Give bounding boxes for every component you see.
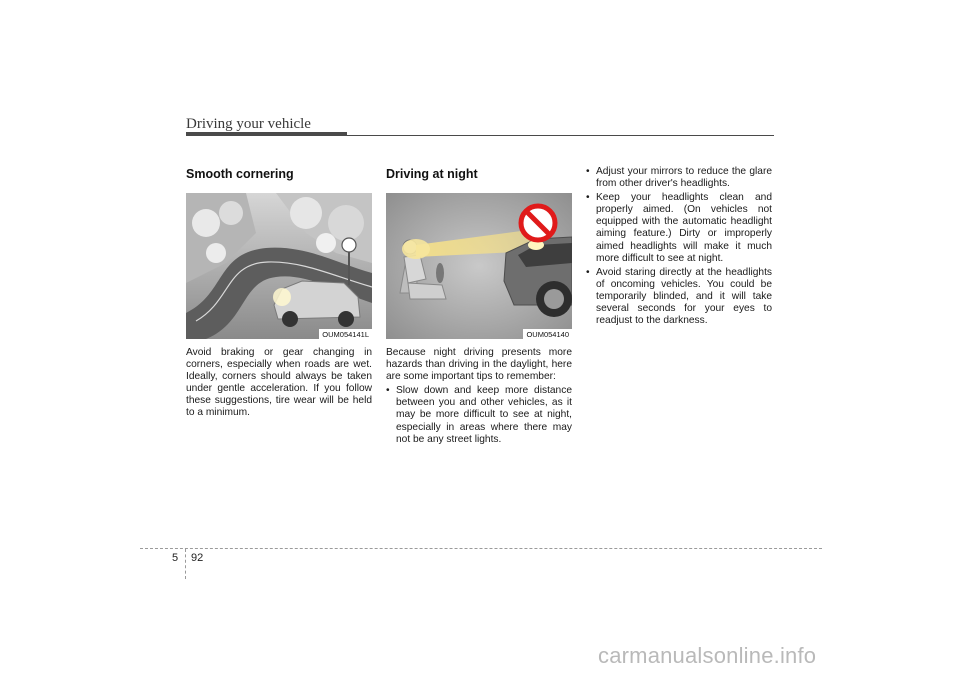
footer-divider (185, 549, 186, 579)
bullet-icon: • (586, 266, 590, 278)
cornering-illustration (186, 193, 372, 339)
bullet-icon: • (586, 166, 590, 177)
figure-code: OUM054141L (319, 329, 372, 339)
snowy-road-car-image (186, 193, 372, 339)
watermark-link[interactable]: carmanualsonline.info (598, 643, 817, 668)
night-tips-list (386, 385, 572, 445)
tip-text: Keep your headlights clean and properly aimed. (On vehicles not equipped with the automatic headlight aiming feature.) Dirty or improperly aimed headlights will make it much more difficult to see at night. (596, 192, 772, 264)
headlight-glare-image (386, 193, 572, 339)
night-heading: Driving at night (386, 167, 478, 181)
tip-text: Avoid staring directly at the headlights of oncoming vehicles. You could be temporarily blinded, and it will take several seconds for your eyes to readjust to the darkness. (596, 266, 772, 327)
bullet-icon: • (586, 192, 590, 204)
prohibition-icon (521, 206, 555, 240)
more-tips-list (586, 166, 772, 327)
tip-text: Slow down and keep more distance between you and other vehicles, as it may be more difficult to see at night, especially in areas where there may not be any street lights. (396, 385, 572, 445)
section-title: Driving your vehicle (186, 116, 311, 132)
list-item (586, 192, 772, 265)
night-intro: Because night driving presents more hazards than driving in the daylight, here are some important tips to remember: (386, 347, 572, 383)
figure-code: OUM054140 (523, 329, 572, 339)
night-illustration (386, 193, 572, 339)
bullet-icon: • (386, 385, 390, 397)
chapter-number: 5 (172, 552, 179, 564)
list-item (586, 267, 772, 327)
night-tips-continued (586, 166, 772, 327)
cornering-body: Avoid braking or gear changing in corners, especially when roads are wet. Ideally, corners should always be taken under gentle acceleration. If you follow these suggestions, tire wear will be held to a minimum. (186, 347, 372, 419)
tip-text: Adjust your mirrors to reduce the glare from other driver's headlights. (596, 166, 772, 190)
page-number: 92 (191, 552, 204, 564)
cornering-heading: Smooth cornering (186, 167, 294, 181)
list-item (386, 385, 572, 445)
night-driving-section (386, 167, 572, 446)
footer-rule (140, 548, 822, 549)
header-rule-accent (186, 132, 347, 136)
cornering-section (186, 167, 372, 420)
list-item (586, 166, 772, 190)
